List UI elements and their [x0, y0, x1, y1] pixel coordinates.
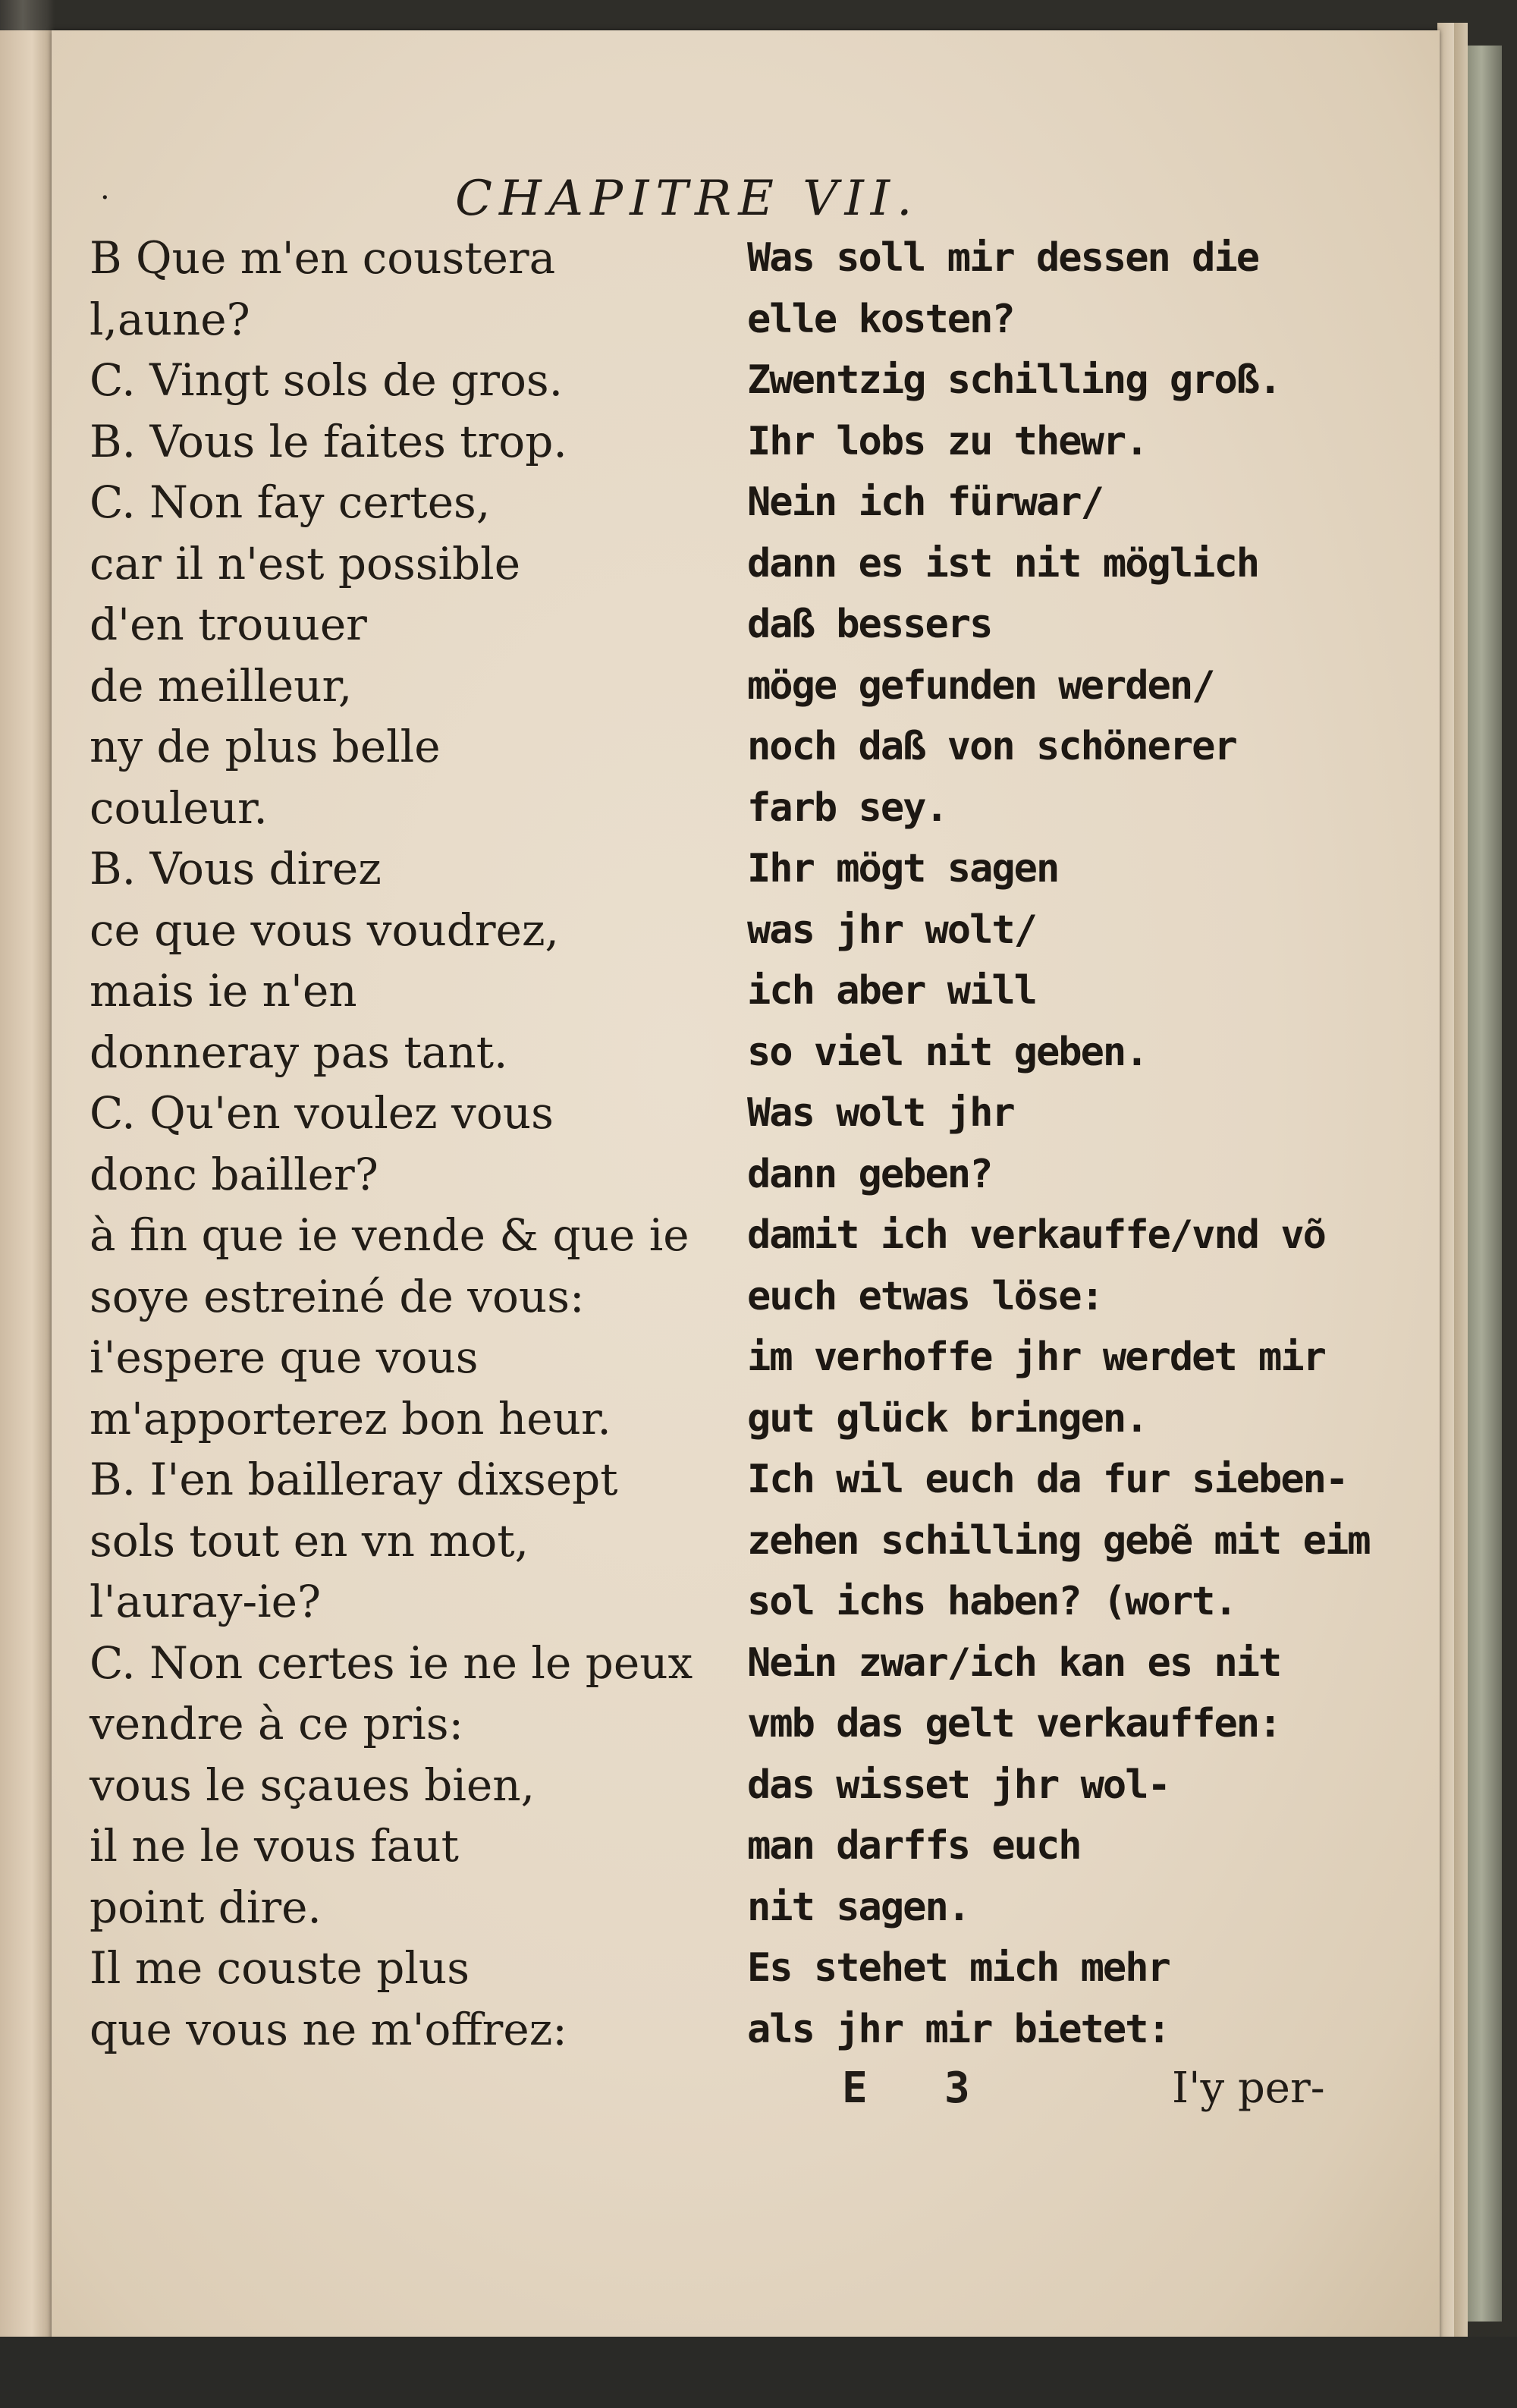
french-text-line: ny de plus belle	[90, 721, 441, 772]
french-text-line: car il n'est possible	[90, 537, 521, 589]
french-text-line: à fin que ie vende & que ie	[90, 1209, 689, 1261]
french-text-line: l,aune?	[90, 293, 250, 345]
signature-number: 3	[944, 2064, 970, 2113]
german-text-line: sol ichs haben? (wort.	[747, 1579, 1236, 1624]
french-text-line: B. I'en bailleray dixsept	[90, 1454, 618, 1505]
german-text-line: Was wolt jhr	[747, 1090, 1014, 1136]
german-text-line: Ihr lobs zu thewr.	[747, 418, 1148, 464]
german-text-line: als jhr mir bietet:	[747, 2006, 1170, 2052]
french-text-line: m'apporterez bon heur.	[90, 1392, 611, 1444]
german-text-line: noch daß von schönerer	[747, 724, 1236, 769]
german-text-line: Was soll mir dessen die	[747, 235, 1259, 281]
page-stack-edge	[1437, 23, 1454, 2344]
german-text-line: man darffs euch	[747, 1823, 1081, 1869]
german-text-line: das wisset jhr wol-	[747, 1762, 1170, 1808]
french-text-line: mais ie n'en	[90, 965, 357, 1017]
french-text-line: vous le sçaues bien,	[90, 1759, 536, 1811]
german-text-line: zehen schilling gebẽ mit eim	[747, 1517, 1370, 1564]
german-text-line: dann geben?	[747, 1151, 992, 1197]
german-text-line: möge gefunden werden/	[747, 662, 1214, 709]
german-text-line: Zwentzig schilling groß.	[747, 357, 1281, 403]
catchword: I'y per-	[1172, 2064, 1325, 2113]
french-text-line: soye estreiné de vous:	[90, 1270, 585, 1322]
french-text-line: donc bailler?	[90, 1148, 378, 1200]
german-text-line: nit sagen.	[747, 1884, 970, 1930]
previous-page-edge	[0, 30, 53, 2344]
french-text-line: donneray pas tant.	[90, 1026, 508, 1078]
french-text-line: B Que m'en coustera	[90, 232, 556, 284]
french-text-line: B. Vous direz	[90, 843, 382, 894]
german-column	[747, 228, 1430, 2060]
german-text-line: Nein zwar/ich kan es nit	[747, 1639, 1281, 1686]
scan-bottom-margin	[0, 2337, 1517, 2408]
german-text-line: Es stehet mich mehr	[747, 1945, 1170, 1991]
french-text-line: que vous ne m'offrez:	[90, 2003, 567, 2055]
french-text-line: de meilleur,	[90, 659, 353, 712]
french-text-line: C. Non fay certes,	[90, 476, 491, 528]
german-text-line: Nein ich fürwar/	[747, 479, 1103, 525]
page-stack-edge	[1454, 23, 1468, 2344]
german-text-line: gut glück bringen.	[747, 1395, 1148, 1441]
running-head: CHAPITRE VII.	[455, 171, 919, 227]
french-text-line: ce que vous voudrez,	[90, 904, 559, 956]
french-text-line: point dire.	[90, 1881, 322, 1933]
french-text-line: d'en trouuer	[90, 599, 367, 650]
french-text-line: couleur.	[90, 781, 268, 834]
german-text-line: was jhr wolt/	[747, 907, 1036, 953]
german-text-line: vmb das gelt verkauffen:	[747, 1701, 1281, 1746]
french-text-line: vendre à ce pris:	[90, 1698, 464, 1749]
german-text-line: Ihr mögt sagen	[747, 846, 1059, 891]
german-text-line: euch etwas löse:	[747, 1273, 1103, 1319]
french-column	[90, 228, 711, 2060]
margin-dot: ·	[100, 181, 110, 215]
french-text-line: C. Qu'en voulez vous	[90, 1087, 554, 1139]
french-text-line: C. Vingt sols de gros.	[90, 354, 564, 406]
german-text-line: so viel nit geben.	[747, 1029, 1148, 1075]
german-text-line: elle kosten?	[747, 296, 1014, 342]
french-text-line: Il me couste plus	[90, 1942, 470, 1994]
french-text-line: C. Non certes ie ne le peux	[90, 1636, 693, 1689]
german-text-line: damit ich verkauffe/vnd võ	[747, 1212, 1325, 1258]
german-text-line: ich aber will	[747, 968, 1036, 1014]
book-cover-edge	[1468, 46, 1502, 2322]
french-text-line: sols tout en vn mot,	[90, 1514, 529, 1567]
french-text-line: il ne le vous faut	[90, 1820, 459, 1872]
signature-mark: E	[842, 2064, 868, 2113]
german-text-line: farb sey.	[747, 784, 947, 831]
german-text-line: Ich wil euch da fur sieben-	[747, 1457, 1348, 1502]
german-text-line: daß bessers	[747, 602, 992, 647]
french-text-line: B. Vous le faites trop.	[90, 415, 567, 467]
german-text-line: dann es ist nit möglich	[747, 540, 1259, 586]
french-text-line: i'espere que vous	[90, 1331, 479, 1383]
german-text-line: im verhoffe jhr werdet mir	[747, 1334, 1325, 1380]
french-text-line: l'auray-ie?	[90, 1576, 322, 1627]
